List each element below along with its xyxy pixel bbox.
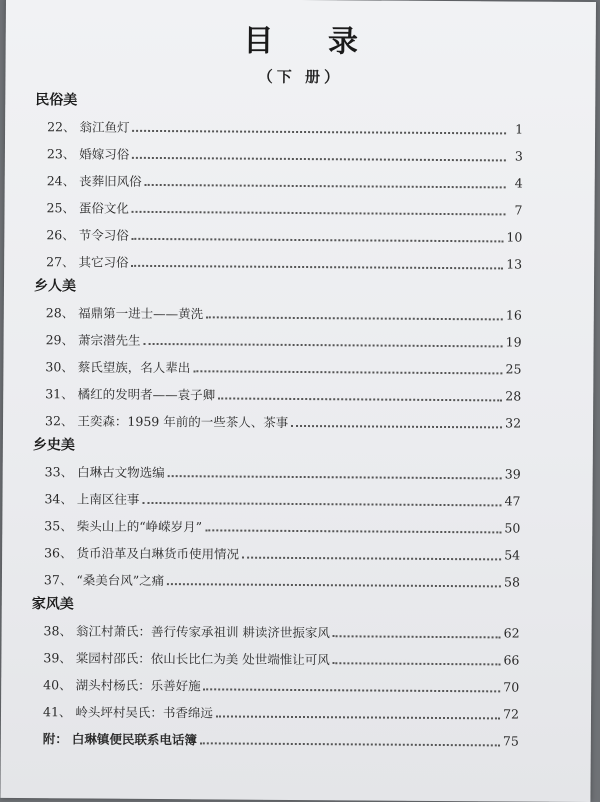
entry-page: 10 xyxy=(506,229,523,245)
entry-number: 25、 xyxy=(46,199,76,215)
toc-entry[interactable] xyxy=(32,538,520,568)
entry-page: 7 xyxy=(514,202,523,218)
entry-title: 柴头山上的“峥嵘岁月” xyxy=(76,517,203,534)
appendix-title: 白琳镇便民联系电话簿 xyxy=(71,730,197,747)
section-heading: 乡人美 xyxy=(33,278,77,295)
entry-number: 39、 xyxy=(43,649,72,665)
entry-page: 62 xyxy=(503,625,520,641)
dot-leader xyxy=(204,687,501,692)
entry-number: 38、 xyxy=(43,622,73,638)
entry-number: 26、 xyxy=(46,226,75,242)
dot-leader xyxy=(132,237,504,243)
entry-page: 4 xyxy=(514,175,523,191)
toc-entry[interactable] xyxy=(31,697,519,727)
entry-title: 蛋俗文化 xyxy=(78,199,130,216)
toc-entry[interactable] xyxy=(35,139,523,169)
toc-entry[interactable] xyxy=(34,298,522,328)
toc-entry[interactable] xyxy=(31,670,519,700)
entry-title: 王奕森：1959 年前的一些茶人、茶事 xyxy=(77,412,289,430)
entry-number: 28、 xyxy=(45,304,75,320)
entry-title: 福鼎第一进士——黄洗 xyxy=(78,304,204,321)
entry-number: 30、 xyxy=(45,358,74,374)
entry-title: “桑美台风”之痛 xyxy=(76,571,165,588)
entry-title: 其它习俗 xyxy=(78,253,129,270)
section-heading: 乡史美 xyxy=(32,437,75,454)
entry-title: 丧葬旧风俗 xyxy=(79,172,142,189)
toc-entry[interactable] xyxy=(33,457,521,487)
entry-title: 橘红的发明者——袁子卿 xyxy=(77,385,216,402)
entry-page: 70 xyxy=(503,679,520,695)
entry-number: 23、 xyxy=(46,145,76,161)
entry-title: 婚嫁习俗 xyxy=(79,145,130,162)
entry-number: 33、 xyxy=(44,463,74,479)
dot-leader xyxy=(193,369,502,374)
dot-leader xyxy=(142,501,501,507)
appendix-page: 75 xyxy=(502,733,519,749)
entry-number: 27、 xyxy=(46,253,75,269)
dot-leader xyxy=(218,396,502,401)
page-title: 目 录 xyxy=(243,23,381,60)
toc-entry[interactable] xyxy=(35,166,523,196)
toc-entry[interactable] xyxy=(34,247,522,277)
page-subtitle: （下 册） xyxy=(257,67,344,87)
dot-leader xyxy=(216,714,500,719)
entry-number: 36、 xyxy=(44,544,73,560)
entry-page: 50 xyxy=(504,520,521,536)
toc-entry[interactable] xyxy=(33,406,521,436)
toc-appendix-entry[interactable] xyxy=(31,724,519,754)
toc-entry[interactable] xyxy=(35,112,523,142)
toc-entry[interactable] xyxy=(34,325,522,355)
toc-list xyxy=(31,88,524,754)
dot-leader xyxy=(132,210,506,216)
entry-page: 58 xyxy=(503,574,520,590)
entry-number: 34、 xyxy=(44,490,73,506)
toc-entry[interactable] xyxy=(32,511,520,541)
entry-title: 岭头坪村吴氏：书香绵远 xyxy=(75,703,213,720)
entry-title: 萧宗潜先生 xyxy=(77,331,141,348)
toc-entry[interactable] xyxy=(32,484,520,514)
entry-number: 41、 xyxy=(42,703,72,719)
dot-leader xyxy=(200,741,500,746)
dot-leader xyxy=(242,556,501,561)
entry-title: 节令习俗 xyxy=(78,226,129,243)
entry-title: 蔡氏望族，名人辈出 xyxy=(77,358,191,375)
entry-page: 3 xyxy=(514,148,523,164)
entry-number: 37、 xyxy=(43,571,73,587)
entry-number: 40、 xyxy=(43,676,72,692)
toc-entry[interactable] xyxy=(34,193,522,223)
entry-page: 39 xyxy=(504,466,521,482)
dot-leader xyxy=(132,156,506,162)
entry-number: 35、 xyxy=(44,517,73,533)
toc-entry[interactable] xyxy=(31,643,519,673)
entry-title: 翁江村萧氏：善行传家承祖训 耕读济世振家风 xyxy=(75,622,331,640)
appendix-label: 附： xyxy=(42,730,68,746)
dot-leader xyxy=(145,183,506,189)
section-heading: 家风美 xyxy=(31,596,74,613)
entry-page: 25 xyxy=(505,361,522,377)
toc-entry[interactable] xyxy=(33,379,521,409)
dot-leader xyxy=(205,528,501,533)
section-heading: 民俗美 xyxy=(35,92,78,109)
entry-page: 28 xyxy=(505,388,522,404)
entry-page: 66 xyxy=(503,652,520,668)
toc-entry[interactable] xyxy=(32,565,520,595)
entry-page: 13 xyxy=(506,256,523,272)
toc-entry[interactable] xyxy=(33,352,521,382)
entry-page: 19 xyxy=(505,334,522,350)
entry-page: 32 xyxy=(505,415,522,431)
entry-title: 上南区往事 xyxy=(76,490,140,507)
entry-number: 32、 xyxy=(45,412,74,428)
toc-entry[interactable] xyxy=(34,220,522,250)
dot-leader xyxy=(333,634,501,638)
entry-title: 棠园村邵氏：依山长比仁为美 处世端惟让可风 xyxy=(75,649,330,667)
entry-page: 72 xyxy=(503,706,520,722)
entry-page: 1 xyxy=(515,121,524,137)
entry-page: 54 xyxy=(504,547,521,563)
entry-number: 24、 xyxy=(46,172,76,188)
dot-leader xyxy=(132,264,504,270)
dot-leader xyxy=(144,342,503,348)
entry-number: 31、 xyxy=(45,385,74,401)
dot-leader xyxy=(168,474,502,479)
dot-leader xyxy=(167,582,501,587)
entry-number: 22、 xyxy=(47,118,76,134)
entry-number: 29、 xyxy=(45,331,75,347)
dot-leader xyxy=(333,661,501,665)
dot-leader xyxy=(206,315,503,320)
entry-title: 白琳古文物选编 xyxy=(77,463,165,480)
entry-page: 16 xyxy=(505,307,522,323)
entry-page: 47 xyxy=(504,493,521,509)
entry-title: 湖头村杨氏：乐善好施 xyxy=(75,676,201,693)
toc-entry[interactable] xyxy=(32,616,520,646)
entry-title: 货币沿革及白琳货币使用情况 xyxy=(76,544,240,562)
dot-leader xyxy=(132,129,506,135)
entry-title: 翁江鱼灯 xyxy=(79,118,130,135)
dot-leader xyxy=(291,424,502,428)
